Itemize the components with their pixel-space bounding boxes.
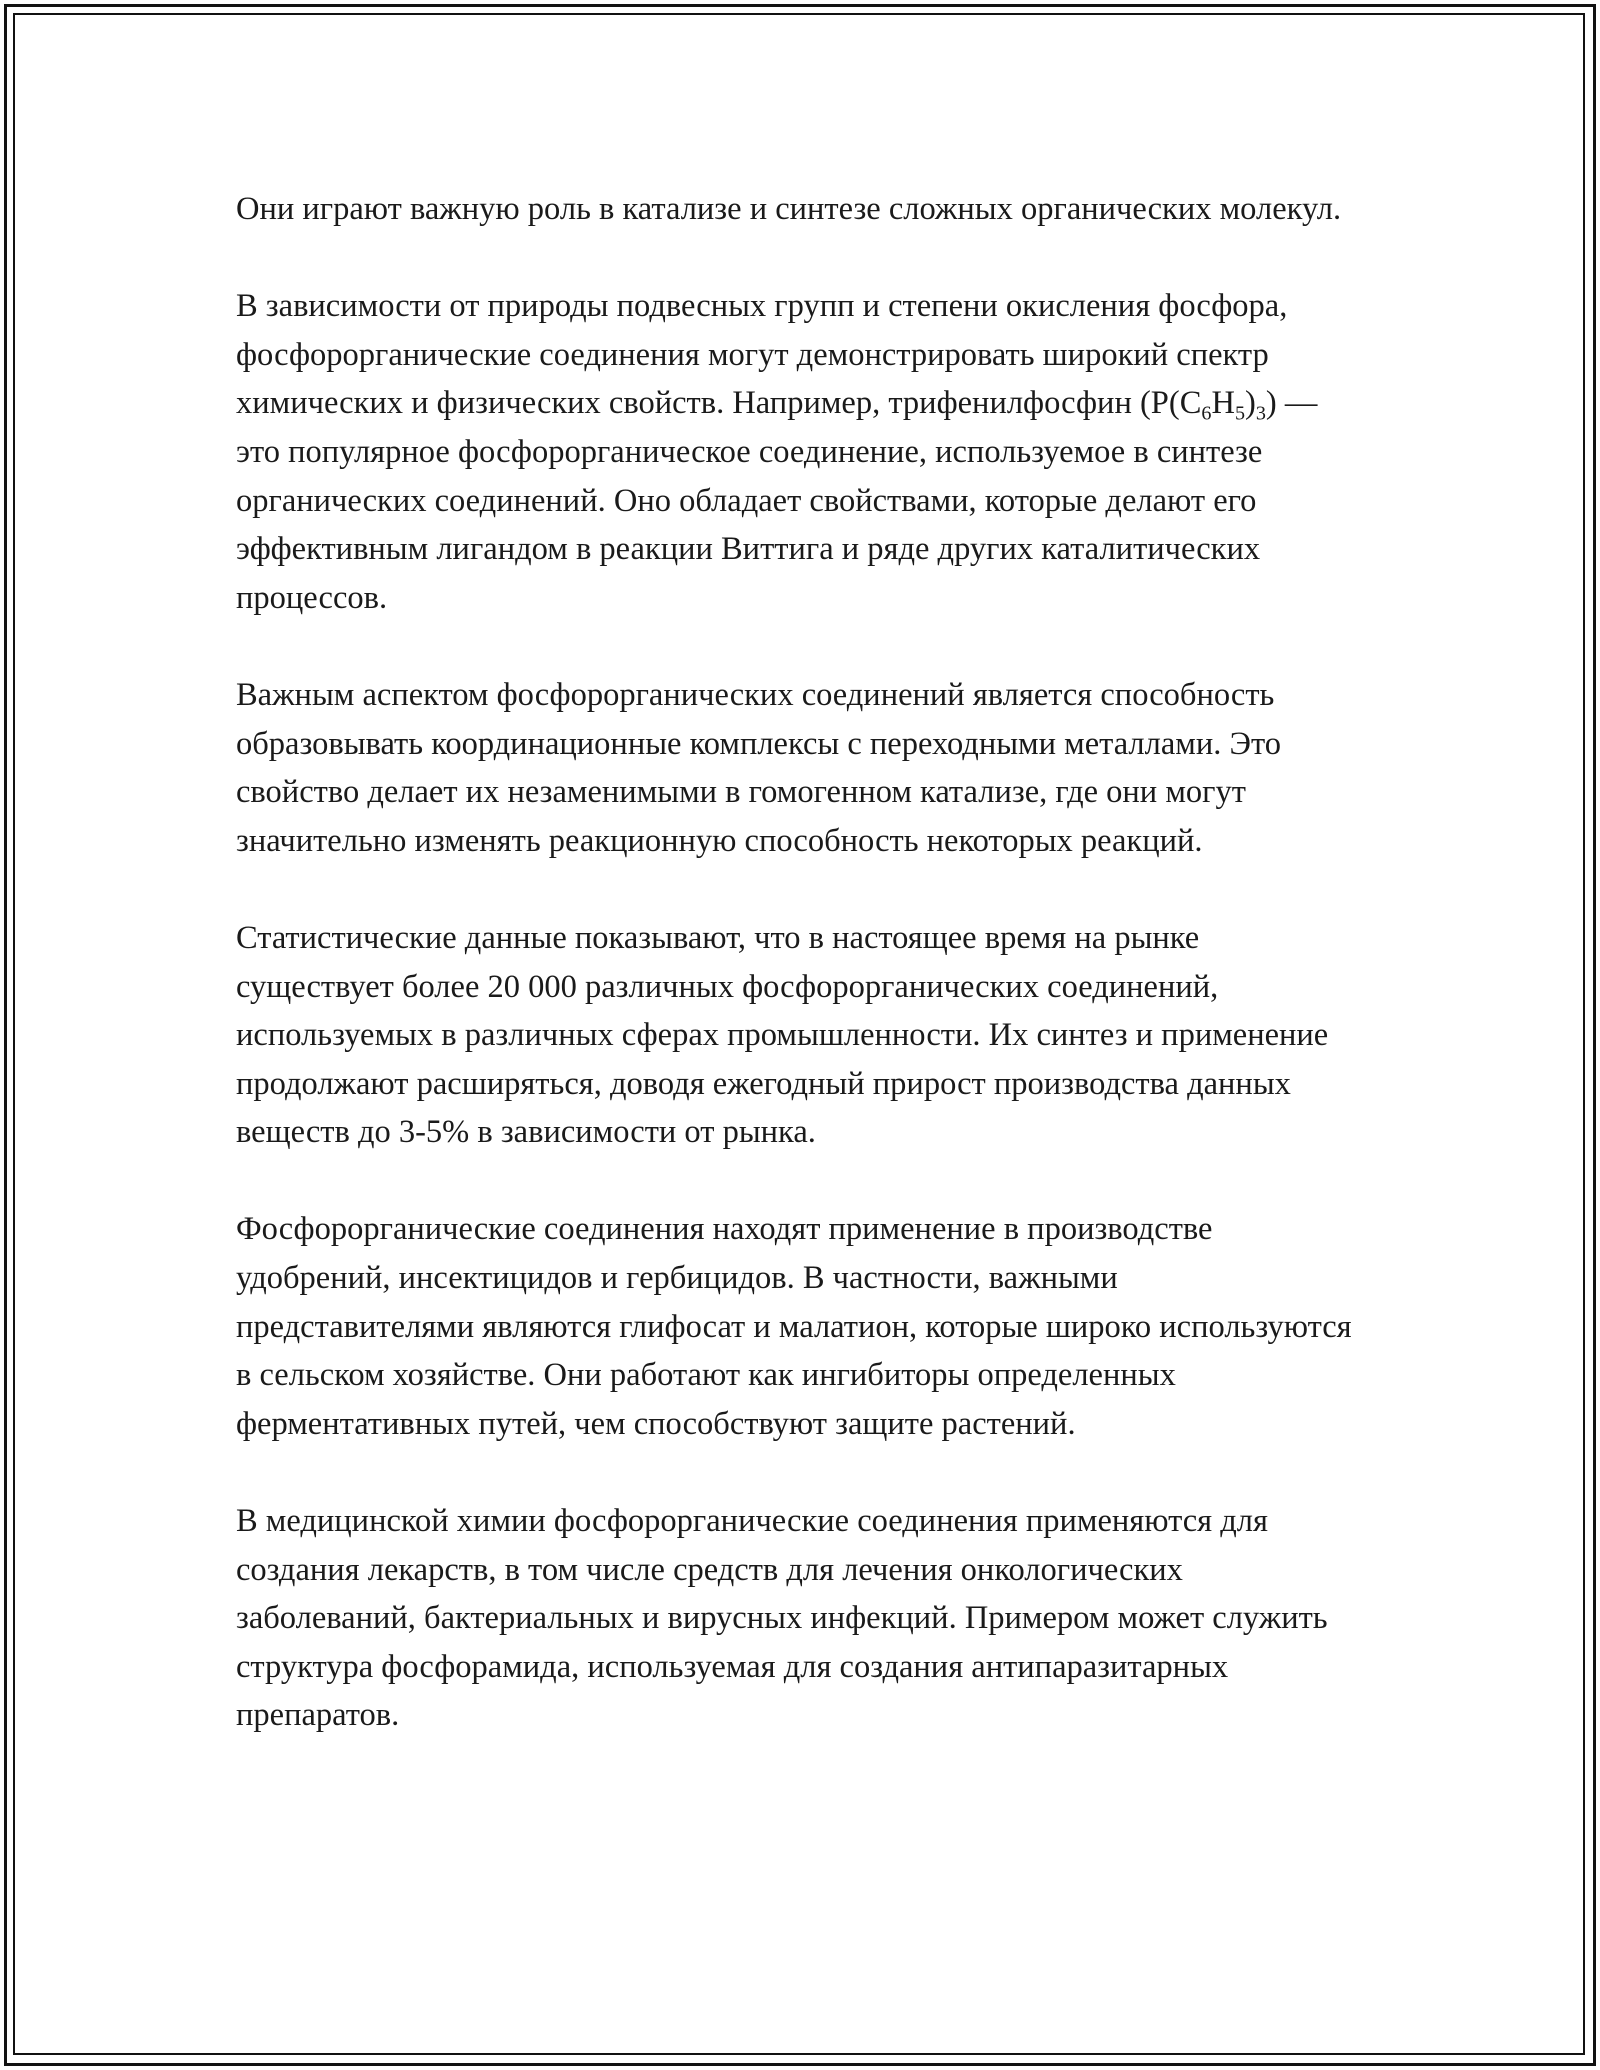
- paragraph-text-after-formula: ) — это популярное фосфорорганическое соединение, используемое в синтезе органических соединений. Оно обладает свойствами, которые делают его эффективным лигандом в реакции Виттига и ряде других каталитических процессов.: [236, 385, 1318, 616]
- paragraph-catalysis-role: Они играют важную роль в катализе и синтезе сложных органических молекул.: [236, 191, 1342, 227]
- paragraph-agriculture: Фосфорорганические соединения находят применение в производстве удобрений, инсектицидов и гербицидов. В частности, важными представителями являются глифосат и малатион, которые широко используются в сельском хозяйстве. Они работают как ингибиторы определенных ферментативных путей, чем способствуют защите растений.: [236, 1211, 1352, 1442]
- formula-subscript-3: 3: [1255, 402, 1266, 425]
- paragraph-coordination-complexes: Важным аспектом фосфорорганических соединений является способность образовывать координационные комплексы с переходными металлами. Это свойство делает их незаменимыми в гомогенном катализе, где они могут значительно изменять реакционную способность некоторых реакций.: [236, 676, 1281, 859]
- formula-subscript-6: 6: [1201, 402, 1212, 425]
- paragraph-medicinal-chemistry: В медицинской химии фосфорорганические соединения применяются для создания лекарств, в том числе средств для лечения онкологических заболеваний, бактериальных и вирусных инфекций. Примером может служить структура фосфорамида, используемая для создания антипаразитарных препаратов.: [236, 1503, 1328, 1734]
- paragraph-text-before-formula: В зависимости от природы подвесных групп и степени окисления фосфора, фосфорорганические соединения могут демонстрировать широкий спектр химических и физических свойств. Например, трифенилфосфин (P(C: [236, 288, 1288, 422]
- document-body: [236, 185, 1356, 1740]
- formula-text-paren: ): [1245, 385, 1256, 422]
- formula-text-h: H: [1211, 385, 1235, 422]
- formula-subscript-5: 5: [1234, 402, 1246, 425]
- paragraph-triphenylphosphine: [236, 282, 1356, 622]
- paragraph-market-statistics: Статистические данные показывают, что в настоящее время на рынке существует более 20 000 различных фосфорорганических соединений, используемых в различных сферах промышленности. Их синтез и применение продолжают расширяться, доводя ежегодный прирост производства данных веществ до 3-5% в зависимости от рынка.: [236, 919, 1329, 1151]
